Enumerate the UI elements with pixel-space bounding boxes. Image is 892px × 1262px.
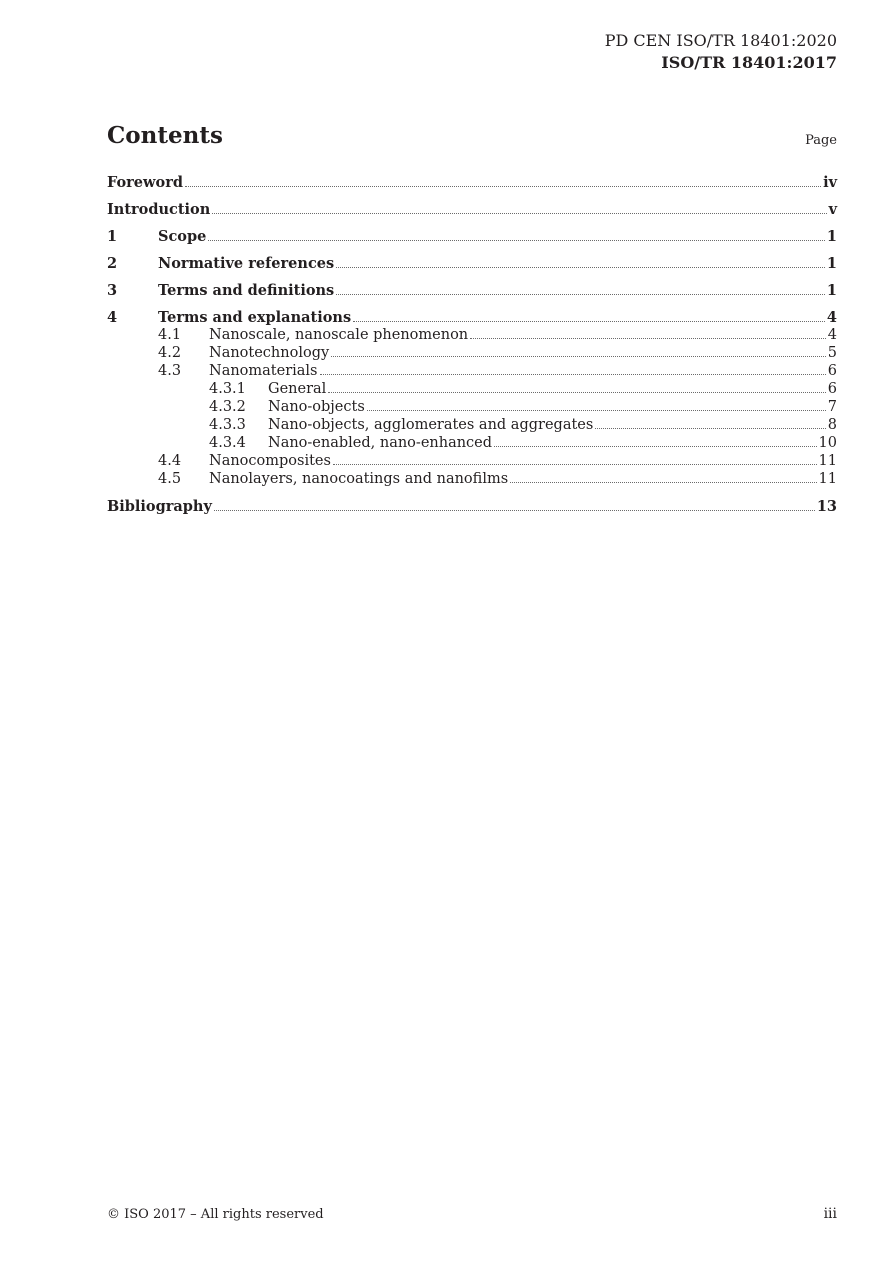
- header-standard-line-2: ISO/TR 18401:2017: [661, 53, 837, 72]
- toc-entry-number: 4.3: [158, 363, 182, 379]
- header-standard-line-1: PD CEN ISO/TR 18401:2020: [604, 31, 837, 50]
- contents-title: Contents: [107, 122, 223, 149]
- toc-entry-title: Normative references: [158, 255, 335, 272]
- toc-entry[interactable]: [107, 345, 837, 361]
- toc-entry[interactable]: [107, 174, 837, 191]
- toc-entry-number: 2: [107, 255, 118, 272]
- toc-dot-leader: [331, 356, 826, 357]
- toc-entry-page: 7: [827, 399, 837, 415]
- toc-entry[interactable]: [107, 201, 837, 218]
- toc-entry-page: 11: [818, 453, 837, 469]
- toc-entry-title: Nanomaterials: [209, 363, 318, 379]
- toc-entry-title: Nano-objects, agglomerates and aggregates: [268, 417, 594, 433]
- toc-entry-page: 5: [827, 345, 837, 361]
- toc-entry-number: 4.3.1: [209, 381, 246, 397]
- toc-entry[interactable]: [107, 309, 837, 326]
- toc-dot-leader: [494, 446, 817, 447]
- toc-dot-leader: [333, 464, 817, 465]
- toc-dot-leader: [212, 213, 826, 214]
- toc-entry-title: Nanolayers, nanocoatings and nanofilms: [209, 471, 509, 487]
- toc-dot-leader: [510, 482, 816, 483]
- toc-dot-leader: [367, 410, 826, 411]
- toc-entry-title: Bibliography: [107, 498, 212, 515]
- toc-dot-leader: [328, 392, 825, 393]
- toc-dot-leader: [208, 240, 825, 241]
- toc-entry-page: 1: [826, 255, 837, 272]
- toc-entry[interactable]: [107, 327, 837, 343]
- toc-entry-number: 4.5: [158, 471, 182, 487]
- toc-entry-number: 4.3.4: [209, 435, 246, 451]
- toc-entry-page: 8: [827, 417, 837, 433]
- toc-entry-page: v: [828, 201, 837, 218]
- footer-page-number: iii: [823, 1206, 837, 1222]
- toc-entry-number: 4: [107, 309, 118, 326]
- toc-entry-number: 4.3.2: [209, 399, 246, 415]
- toc-entry-title: Nanoscale, nanoscale phenomenon: [209, 327, 469, 343]
- toc-entry[interactable]: [107, 381, 837, 397]
- toc-entry-number: 4.1: [158, 327, 182, 343]
- toc-dot-leader: [353, 321, 825, 322]
- toc-entry-title: General: [268, 381, 327, 397]
- document-header: [605, 30, 837, 74]
- toc-entry[interactable]: [107, 453, 837, 469]
- toc-entry-number: 1: [107, 228, 118, 245]
- toc-entry-title: Foreword: [107, 174, 183, 191]
- toc-entry[interactable]: [107, 363, 837, 379]
- toc-entry-page: iv: [823, 174, 837, 191]
- toc-entry-page: 1: [826, 282, 837, 299]
- page-column-label: Page: [805, 133, 837, 148]
- toc-entry-title: Introduction: [107, 201, 211, 218]
- toc-dot-leader: [336, 294, 825, 295]
- toc-entry[interactable]: [107, 471, 837, 487]
- toc-entry[interactable]: [107, 282, 837, 299]
- toc-entry-title: Nanocomposites: [209, 453, 331, 469]
- toc-entry[interactable]: [107, 435, 837, 451]
- toc-entry-title: Terms and explanations: [158, 309, 352, 326]
- toc-entry[interactable]: [107, 255, 837, 272]
- toc-entry-title: Nano-objects: [268, 399, 365, 415]
- toc-dot-leader: [336, 267, 825, 268]
- toc-entry-title: Nanotechnology: [209, 345, 330, 361]
- toc-dot-leader: [595, 428, 825, 429]
- toc-entry-title: Nano-enabled, nano-enhanced: [268, 435, 493, 451]
- toc-entry[interactable]: [107, 417, 837, 433]
- toc-entry-page: 6: [827, 363, 837, 379]
- toc-entry-page: 4: [827, 327, 837, 343]
- toc-dot-leader: [320, 374, 826, 375]
- toc-dot-leader: [470, 338, 826, 339]
- toc-entry[interactable]: [107, 498, 837, 515]
- toc-entry-number: 4.3.3: [209, 417, 246, 433]
- toc-entry-page: 1: [826, 228, 837, 245]
- toc-dot-leader: [214, 510, 815, 511]
- toc-dot-leader: [185, 186, 821, 187]
- toc-entry[interactable]: [107, 399, 837, 415]
- toc-entry-page: 4: [826, 309, 837, 326]
- toc-entry-page: 10: [818, 435, 837, 451]
- toc-entry-number: 4.4: [158, 453, 182, 469]
- toc-entry-number: 3: [107, 282, 118, 299]
- toc-entry-page: 6: [827, 381, 837, 397]
- toc-entry-title: Terms and definitions: [158, 282, 335, 299]
- toc-entry-page: 13: [816, 498, 837, 515]
- toc-entry-number: 4.2: [158, 345, 182, 361]
- toc-entry-title: Scope: [158, 228, 207, 245]
- toc-entry-page: 11: [818, 471, 837, 487]
- footer-copyright: © ISO 2017 – All rights reserved: [107, 1207, 324, 1222]
- toc-entry[interactable]: [107, 228, 837, 245]
